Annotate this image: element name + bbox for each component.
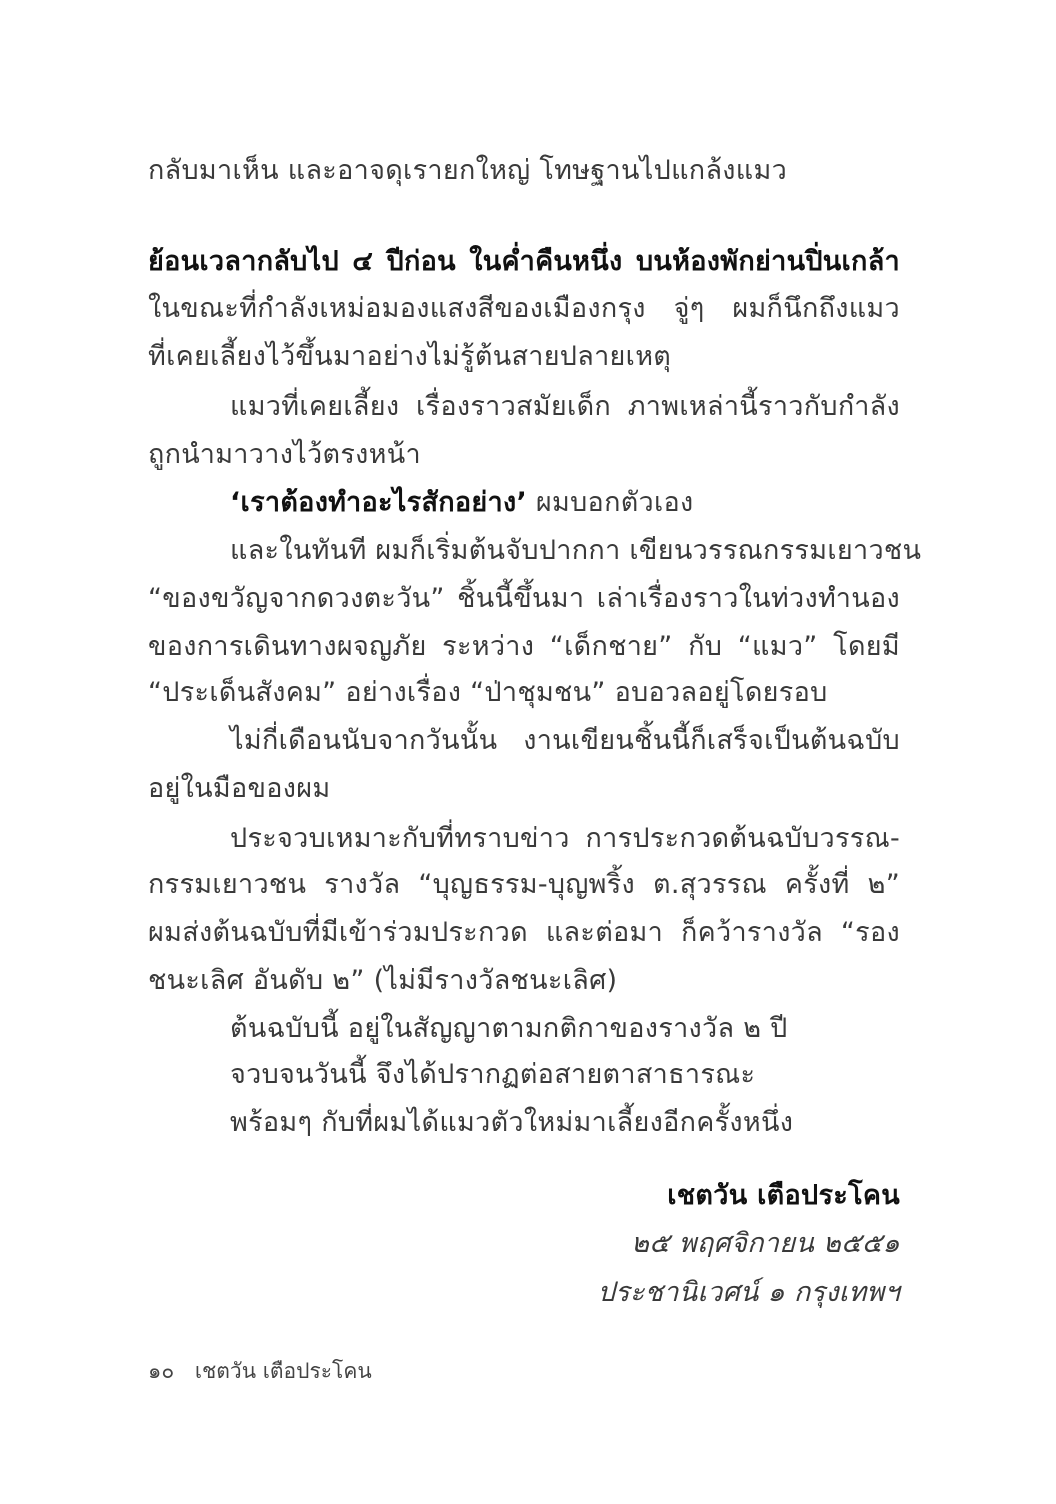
signature-place: ประชานิเวศน์ ๑ กรุงเทพฯ (597, 1277, 900, 1308)
text-line: ที่เคยเลี้ยงไว้ขึ้นมาอย่างไม่รู้ต้นสายปลายเหตุ (148, 341, 672, 372)
text-line: อยู่ในมือของผม (148, 773, 331, 804)
signature-date: ๒๕ พฤศจิกายน ๒๕๕๑ (631, 1228, 900, 1259)
text-line: ผมส่งต้นฉบับที่มีเข้าร่วมประกวด และต่อมา ก็คว้ารางวัล “รอง (148, 917, 900, 948)
text-line: ไม่กี่เดือนนับจากวันนั้น งานเขียนชิ้นนี้ก็เสร็จเป็นต้นฉบับ (230, 725, 900, 756)
text-line: กลับมาเห็น และอาจดุเรายกใหญ่ โทษฐานไปแกล้งแมว (148, 155, 788, 186)
text-line: และในทันที ผมก็เริ่มต้นจับปากกา เขียนวรรณกรรมเยาวชน (230, 535, 922, 566)
section-opening-line: ย้อนเวลากลับไป ๔ ปีก่อน ในค่ำคืนหนึ่ง บนห้องพักย่านปิ่นเกล้า (148, 246, 900, 277)
text-line: จวบจนวันนี้ จึงได้ปรากฏต่อสายตาสาธารณะ (230, 1059, 756, 1090)
text-line: ถูกนำมาวางไว้ตรงหน้า (148, 439, 421, 470)
running-head: เชตวัน เตือประโคน (194, 1359, 372, 1383)
inner-thought-quote: ‘เราต้องทำอะไรสักอย่าง’ (230, 487, 528, 518)
text-line: “ของขวัญจากดวงตะวัน” ชิ้นนี้ขึ้นมา เล่าเรื่องราวในท่วงทำนอง (148, 583, 900, 614)
page-footer (148, 1356, 386, 1386)
text-line: ของการเดินทางผจญภัย ระหว่าง “เด็กชาย” กับ “แมว” โดยมี (148, 631, 900, 662)
text-line: ชนะเลิศ อันดับ ๒” (ไม่มีรางวัลชนะเลิศ) (148, 965, 618, 996)
text-line: ต้นฉบับนี้ อยู่ในสัญญาตามกติกาของรางวัล ๒ ปี (230, 1013, 788, 1044)
page-number: ๑๐ (148, 1359, 175, 1383)
signature-author: เชตวัน เตือประโคน (667, 1180, 900, 1211)
text-line: ในขณะที่กำลังเหม่อมองแสงสีของเมืองกรุง จู่ๆ ผมก็นึกถึงแมว (148, 293, 900, 324)
text-line: กรรมเยาวชน รางวัล “บุญธรรม-บุญพริ้ง ต.สุวรรณ ครั้งที่ ๒” (148, 869, 900, 900)
text-line: ประจวบเหมาะกับที่ทราบข่าว การประกวดต้นฉบับวรรณ- (230, 823, 900, 854)
text-line: พร้อมๆ กับที่ผมได้แมวตัวใหม่มาเลี้ยงอีกครั้งหนึ่ง (230, 1107, 794, 1138)
text-line: “ประเด็นสังคม” อย่างเรื่อง “ป่าชุมชน” อบอวลอยู่โดยรอบ (148, 677, 828, 708)
quote-line: ‘เราต้องทำอะไรสักอย่าง’ ผมบอกตัวเอง (230, 487, 694, 518)
text-line: แมวที่เคยเลี้ยง เรื่องราวสมัยเด็ก ภาพเหล่านี้ราวกับกำลัง (230, 391, 900, 422)
